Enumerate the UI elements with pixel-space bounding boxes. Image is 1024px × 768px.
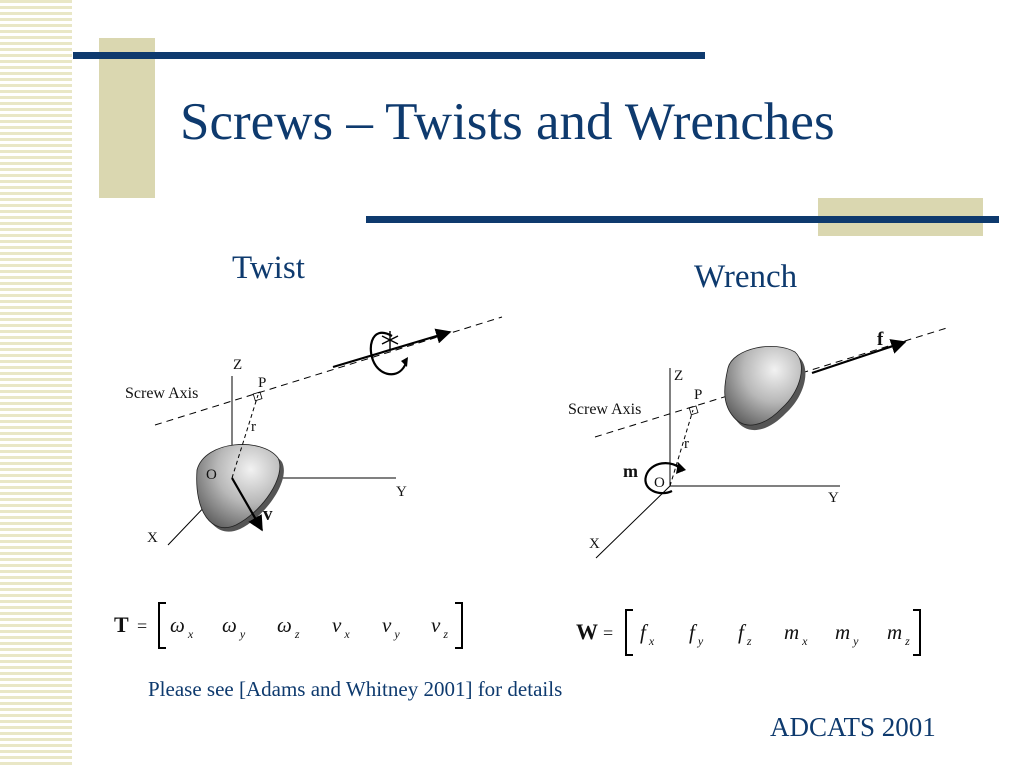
wrench-origin-label: O xyxy=(654,475,665,491)
twist-right-bracket xyxy=(455,603,462,648)
twist-subscript-z: z xyxy=(294,627,300,641)
wrench-component-f-x: f $_x$ xyxy=(640,620,655,648)
wrench-component-m-y: m $_y$ xyxy=(835,620,859,648)
twist-component-ω-x: ω $_x$ xyxy=(170,613,194,641)
twist-origin-label: O xyxy=(206,467,217,483)
wrench-component-f-z: f $_z$ xyxy=(738,620,752,648)
wrench-r-label: r xyxy=(684,436,689,452)
twist-subscript-x: x xyxy=(344,627,350,641)
wrench-p-label: P xyxy=(694,387,703,403)
wrench-subscript-y: y xyxy=(697,634,704,648)
slide-title: Screws – Twists and Wrenches xyxy=(180,93,835,151)
wrench-heading: Wrench xyxy=(694,259,798,295)
wrench-subscript-z: z xyxy=(746,634,752,648)
twist-z-label: Z xyxy=(233,357,243,373)
wrench-left-bracket xyxy=(626,610,633,655)
twist-equation xyxy=(114,603,462,648)
wrench-subscript-y: y xyxy=(853,634,859,648)
twist-v-label: v xyxy=(263,504,273,525)
twist-screw-axis-line xyxy=(155,317,502,425)
twist-subscript-y: y xyxy=(239,627,246,641)
wrench-equation xyxy=(576,610,920,655)
wrench-equation-equals: = xyxy=(603,623,614,643)
wrench-f-label: f xyxy=(877,329,884,350)
twist-subscript-z: z xyxy=(443,627,448,641)
wrench-force-arrow xyxy=(812,342,905,373)
wrench-diagram xyxy=(568,327,950,558)
twist-equation-equals: = xyxy=(137,616,148,636)
twist-y-label: Y xyxy=(396,484,407,500)
twist-subscript-x: x xyxy=(187,627,194,641)
footer-label: ADCATS 2001 xyxy=(770,712,936,742)
wrench-rigid-body xyxy=(725,346,802,425)
wrench-equation-lhs: W xyxy=(576,619,598,644)
wrench-right-bracket xyxy=(913,610,920,655)
twist-omega-arrow xyxy=(333,332,450,367)
twist-subscript-y: y xyxy=(394,627,400,641)
twist-component-ω-y: ω $_y$ xyxy=(222,613,246,641)
wrench-subscript-z: z xyxy=(905,634,910,648)
twist-component-v-y: v $_y$ xyxy=(382,613,400,641)
twist-component-v-z: v $_z$ xyxy=(431,613,448,641)
twist-x-label: X xyxy=(147,530,158,546)
twist-screw-axis-label: Screw Axis xyxy=(125,385,199,402)
wrench-x-axis xyxy=(596,486,670,558)
wrench-moment-arrowhead xyxy=(676,462,686,474)
twist-diagram xyxy=(125,317,502,546)
twist-component-ω-z: ω $_z$ xyxy=(277,613,300,641)
wrench-component-m-x: m $_x$ xyxy=(784,620,808,648)
wrench-m-label: m xyxy=(623,461,638,481)
twist-equation-lhs: T xyxy=(114,612,129,637)
twist-r-label: r xyxy=(251,419,256,435)
twist-left-bracket xyxy=(159,603,166,648)
wrench-radius-line xyxy=(670,410,693,486)
wrench-x-label: X xyxy=(589,536,600,552)
reference-note: Please see [Adams and Whitney 2001] for details xyxy=(148,677,563,701)
wrench-right-angle-mark xyxy=(689,406,698,415)
wrench-subscript-x: x xyxy=(648,634,655,648)
wrench-subscript-x: x xyxy=(802,634,808,648)
twist-components xyxy=(170,613,448,641)
wrench-component-m-z: m $_z$ xyxy=(887,620,910,648)
wrench-screw-axis-label: Screw Axis xyxy=(568,401,642,418)
wrench-z-label: Z xyxy=(674,368,684,384)
twist-heading: Twist xyxy=(232,250,305,286)
wrench-components xyxy=(640,620,910,648)
wrench-component-f-y: f $_y$ xyxy=(689,620,704,648)
twist-component-v-x: v $_x$ xyxy=(332,613,350,641)
wrench-y-label: Y xyxy=(828,490,839,506)
twist-p-label: P xyxy=(258,375,267,391)
